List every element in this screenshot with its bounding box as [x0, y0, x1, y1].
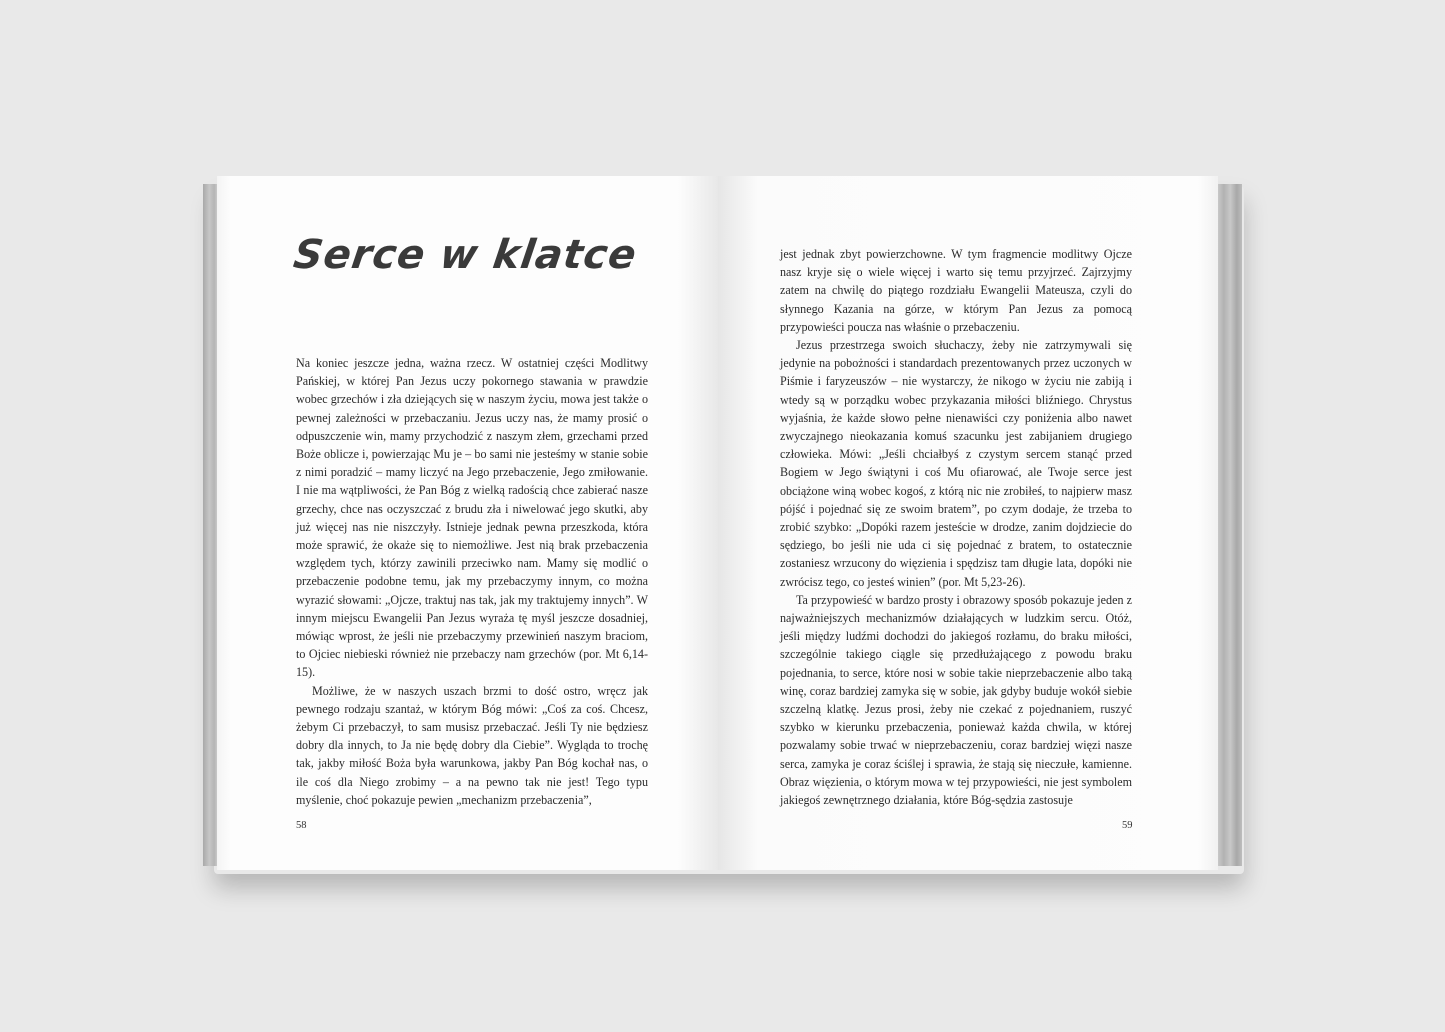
paragraph: Jezus przestrzega swoich słuchaczy, żeby nie zatrzymywali się jedynie na pobożności i standardach prezentowanych przez uczonych w Piśmie i faryzeuszów – nie wystarczy, że nikogo w życiu nie zabiją i wtedy są w porządku wobec przykazania miłości bliźniego. Chrystus wyjaśnia, że każde słowo pełne nienawiści czy poniżenia albo nawet zwyczajnego nieokazania komuś szacunku jest zabijaniem drugiego człowieka. Mówi: „Jeśli chciałbyś z czystym sercem stanąć przed Bogiem w Jego świątyni i coś Mu ofiarować, ale Twoje serce jest obciążone winą wobec kogoś, z którą nic nie zrobiłeś, to najpierw masz pójść i pojednać się ze swoim bratem”, po czym dodaje, że trzeba to zrobić szybko: „Dopóki razem jesteście w drodze, zanim dojdziecie do sędziego, bo jeśli nie uda ci się pojednać z bratem, to ostatecznie zostaniesz wrzucony do więzienia i spędzisz tam długie lata, dopóki nie zwrócisz tego, co jesteś winien” (por. Mt 5,23-26). [780, 338, 1132, 589]
paragraph: jest jednak zbyt powierzchowne. W tym fragmencie modlitwy Ojcze nasz kryje się o wiele więcej i warto się temu przyjrzeć. Zajrzyjmy zatem na chwilę do piątego rozdziału Ewangelii Mateusza, czyli do słynnego Kazania na górze, w którym Pan Jezus za pomocą przypowieści poucza nas właśnie o przebaczeniu. [780, 247, 1132, 334]
right-page-edges [1216, 184, 1242, 866]
paragraph: Na koniec jeszcze jedna, ważna rzecz. W ostatniej części Modlitwy Pańskiej, w której Pan Jezus uczy pokornego stawania w prawdzie wobec grzechów i zła dziejących się w naszym życiu, mowa jest także o pewnej zależności w przebaczaniu. Jezus uczy nas, że mamy prosić o odpuszczenie win, mamy przychodzić z naszym złem, grzechami przed Boże oblicze i, powierzając Mu je – bo sami nie jesteśmy w stanie sobie z nimi poradzić – mamy liczyć na Jego przebaczenie, Jego zmiłowanie. I nie ma wątpliwości, że Pan Bóg z wielką radością chce zabierać nasze grzechy, chce nas oczyszczać z brudu zła i niwelować jego skutki, aby już więcej nas nie niszczyły. Istnieje jednak pewna przeszkoda, która może sprawić, że okaże się to niemożliwe. Jest nią brak przebaczenia względem tych, którzy zawinili przeciwko nam. Mamy się modlić o przebaczenie podobne temu, jak my przebaczymy innym, co można wyrazić słowami: „Ojcze, traktuj nas tak, jak my traktujemy innych”. W innym miejscu Ewangelii Pan Jezus wyraża tę myśl jeszcze dosadniej, mówiąc wprost, że jeśli nie przebaczymy przewinień naszym braciom, to Ojciec niebieski również nie przebaczy nam grzechów (por. Mt 6,14-15). [296, 356, 648, 680]
right-page-text [780, 245, 1132, 809]
paragraph: Możliwe, że w naszych uszach brzmi to dość ostro, wręcz jak pewnego rodzaju szantaż, w którym Bóg mówi: „Coś za coś. Chcesz, żebym Ci przebaczył, to sam musisz przebaczać. Jeśli Ty nie będziesz dobry dla innych, to Ja nie będę dobry dla Ciebie”. Wygląda to trochę tak, jakby miłość Boża była warunkowa, jakby Pan Bóg kochał nas, o ile coś dla Niego zrobimy – a na pewno tak nie jest! Tego typu myślenie, choć pokazuje pewien „mechanizm przebaczenia”, [296, 683, 648, 807]
left-page-text [296, 354, 648, 809]
page-number-right: 59 [1122, 820, 1133, 831]
paragraph: Ta przypowieść w bardzo prosty i obrazowy sposób pokazuje jeden z najważniejszych mechanizmów działających w ludzkim sercu. Otóż, jeśli między ludźmi dochodzi do jakiegoś rozłamu, do braku miłości, szczególnie takiego ciągle się przedłużającego z powodu braku pojednania, to serce, które nosi w sobie takie nieprzebaczenie albo taką winę, coraz bardziej zamyka się w sobie, jak gdyby buduje wokół siebie szczelną klatkę. Jezus prosi, żeby nie czekać z pojednaniem, ruszyć szybko w kierunku przebaczenia, ponieważ każda chwila, w której pozwalamy sobie trwać w nieprzebaczeniu, coraz bardziej więzi nasze serca, zamyka je coraz ściślej i sprawia, że stają się nieczułe, kamienne. Obraz więzienia, o którym mowa w tej przypowieści, nie jest symbolem jakiegoś zewnętrznego działania, które Bóg-sędzia zastosuje [780, 592, 1132, 808]
chapter-title: Serce w klatce [290, 232, 640, 278]
page-number-left: 58 [296, 820, 307, 831]
